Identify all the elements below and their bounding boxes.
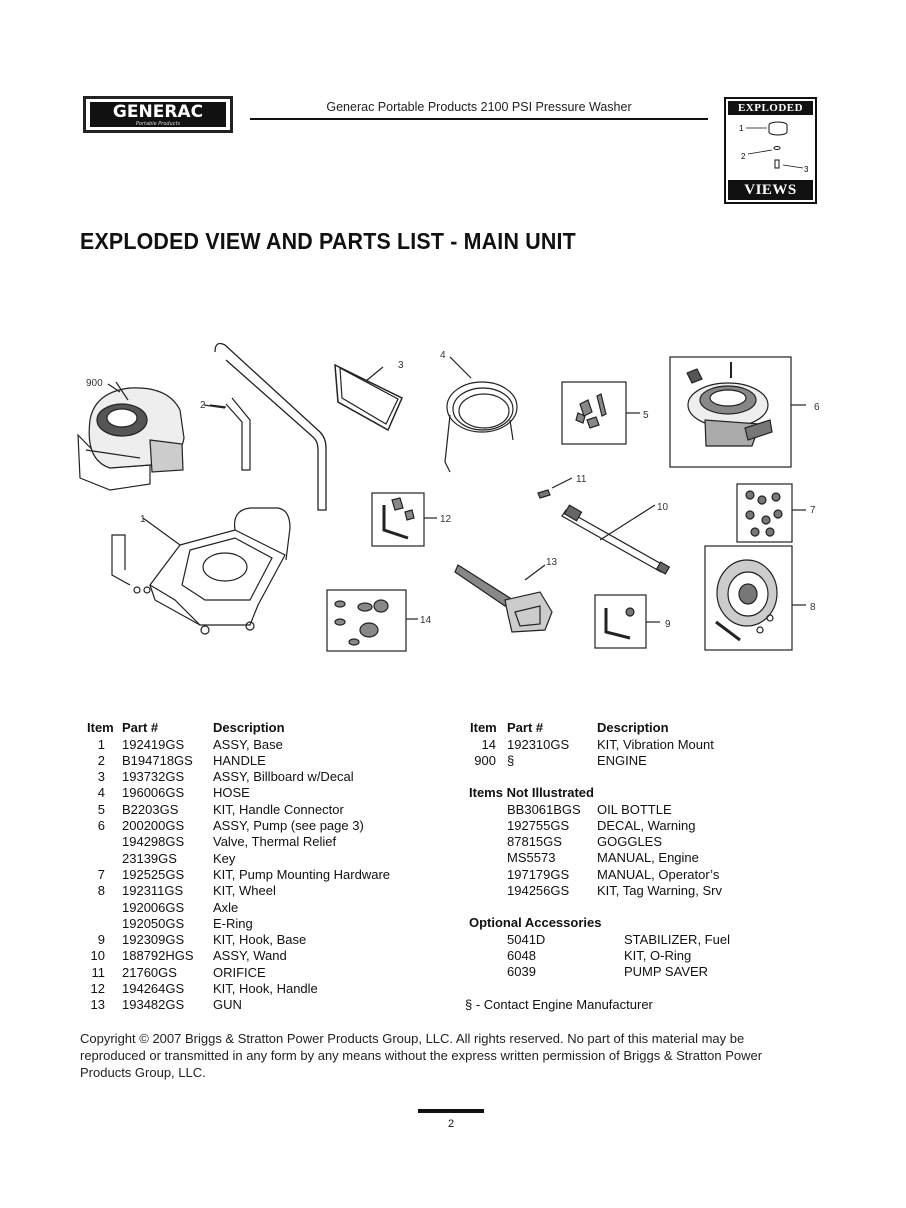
item-number: 5: [97, 801, 105, 817]
logo-subtitle: Portable Products: [135, 121, 181, 127]
part-description: KIT, Handle Connector: [213, 801, 344, 817]
part-description: ASSY, Pump (see page 3): [213, 818, 364, 833]
accessory-description: KIT, O-Ring: [624, 947, 692, 963]
accessory-number: 5041D: [507, 931, 546, 947]
part-description: KIT, Vibration Mount: [597, 736, 714, 752]
part-description: ASSY, Billboard w/Decal: [213, 769, 354, 785]
item-number: 13: [90, 997, 105, 1013]
header-part-right: Part #: [507, 720, 544, 735]
accessory-number: 6048: [507, 947, 536, 963]
part-description: KIT, Wheel: [213, 883, 276, 899]
part-number: 200200GS: [122, 818, 185, 833]
header-description: Description: [213, 720, 285, 735]
part-number: 194264GS: [122, 981, 185, 996]
callout-3: 3: [398, 360, 404, 371]
badge-callout-3: 3: [804, 165, 809, 174]
callout-6: 6: [814, 402, 820, 413]
callout-12: 12: [440, 514, 452, 525]
item-number: 4: [97, 785, 105, 801]
callout-13: 13: [546, 557, 558, 568]
part-number: 192525GS: [122, 866, 185, 882]
callout-7: 7: [810, 505, 816, 516]
header-item-right: Item: [470, 720, 497, 735]
accessory-description: PUMP SAVER: [624, 964, 709, 980]
part-number: B194718GS: [122, 752, 193, 768]
part-number: B2203GS: [122, 801, 179, 817]
logo-wordmark: GENERAC: [112, 102, 204, 122]
part-description: HANDLE: [213, 752, 266, 768]
part-number: 87815GS: [507, 834, 562, 850]
part-description: GOGGLES: [597, 834, 663, 850]
part-number: 192311GS: [122, 883, 184, 899]
part-description: KIT, Tag Warning, Srv: [597, 883, 722, 898]
part-description: ASSY, Base: [213, 736, 283, 752]
item-number: 3: [97, 769, 105, 785]
part-number: 194256GS: [507, 883, 570, 898]
header-part: Part #: [122, 720, 159, 735]
part-description: Axle: [213, 899, 239, 915]
page-title: EXPLODED VIEW AND PARTS LIST - MAIN UNIT: [80, 228, 576, 254]
part-description: ORIFICE: [213, 964, 266, 980]
not-illustrated-heading: Items Not Illustrated: [469, 785, 594, 800]
callout-8: 8: [810, 602, 816, 613]
part-number: 192310GS: [507, 736, 570, 752]
part-description: GUN: [213, 997, 242, 1013]
part-number: 192050GS: [122, 915, 185, 931]
part-description: Key: [213, 850, 236, 866]
header-description-right: Description: [597, 720, 669, 735]
part-number: 192755GS: [507, 817, 570, 833]
item-number: 9: [97, 932, 105, 948]
item-number: 1: [97, 736, 105, 752]
part-description: E-Ring: [213, 915, 253, 931]
accessory-number: 6039: [507, 964, 536, 980]
part-description: KIT, Hook, Base: [213, 932, 307, 948]
part-number: MS5573: [507, 850, 556, 866]
part-description: MANUAL, Operator’s: [597, 866, 720, 882]
item-number: 900: [474, 752, 496, 768]
part-number: 193482GS: [122, 997, 185, 1013]
callout-2: 2: [200, 400, 206, 411]
badge-callout-2: 2: [741, 152, 746, 161]
badge-callout-1: 1: [739, 124, 744, 133]
callout-10: 10: [657, 502, 669, 513]
part-description: MANUAL, Engine: [597, 850, 699, 866]
document-title: Generac Portable Products 2100 PSI Pressure Washer: [326, 100, 632, 114]
part-number: §: [507, 752, 515, 768]
part-number: 192309GS: [122, 932, 185, 948]
part-description: KIT, Pump Mounting Hardware: [213, 866, 391, 882]
part-description: OIL BOTTLE: [597, 801, 672, 817]
badge-top-label: EXPLODED: [728, 101, 813, 115]
callout-4: 4: [440, 350, 446, 361]
part-number: 21760GS: [122, 964, 177, 980]
part-number: BB3061BGS: [507, 801, 581, 817]
callout-9: 9: [665, 619, 671, 630]
part-description: Valve, Thermal Relief: [213, 834, 337, 850]
part-description: KIT, Hook, Handle: [213, 981, 318, 996]
footnote: § - Contact Engine Manufacturer: [465, 997, 653, 1012]
item-number: 11: [91, 964, 105, 980]
part-number: 196006GS: [122, 785, 185, 801]
callout-11: 11: [576, 474, 587, 485]
part-number: 23139GS: [122, 850, 177, 866]
part-description: DECAL, Warning: [597, 817, 696, 833]
header-item: Item: [87, 720, 114, 735]
item-number: 14: [481, 736, 496, 752]
item-number: 10: [90, 948, 105, 964]
part-number: 192006GS: [122, 899, 185, 915]
page-number: 2: [447, 1118, 455, 1130]
item-number: 2: [97, 752, 105, 768]
part-number: 197179GS: [507, 866, 570, 882]
accessory-description: STABILIZER, Fuel: [624, 931, 730, 947]
accessories-heading: Optional Accessories: [469, 915, 602, 930]
item-number: 6: [97, 818, 105, 833]
part-number: 188792HGS: [122, 948, 194, 964]
callout-1: 1: [140, 514, 146, 525]
part-description: HOSE: [213, 785, 250, 801]
part-description: ENGINE: [597, 752, 647, 768]
item-number: 7: [97, 866, 105, 882]
item-number: 8: [97, 883, 105, 899]
page-number-bar: [418, 1109, 484, 1113]
badge-bottom-label: VIEWS: [728, 180, 813, 200]
item-number: 12: [90, 981, 105, 996]
callout-900: 900: [86, 378, 103, 389]
callout-5: 5: [643, 410, 649, 421]
copyright-notice: Copyright © 2007 Briggs & Stratton Power Products Group, LLC. All rights reserved. No part of this material may be reproduced or transmitted in any form by any means without the express written permission of Briggs & Stratton Power Products Group, LLC.: [80, 1031, 763, 1080]
part-number: 192419GS: [122, 736, 185, 752]
part-number: 193732GS: [122, 769, 185, 785]
part-description: ASSY, Wand: [213, 948, 287, 964]
callout-14: 14: [420, 615, 432, 626]
part-number: 194298GS: [122, 834, 185, 850]
